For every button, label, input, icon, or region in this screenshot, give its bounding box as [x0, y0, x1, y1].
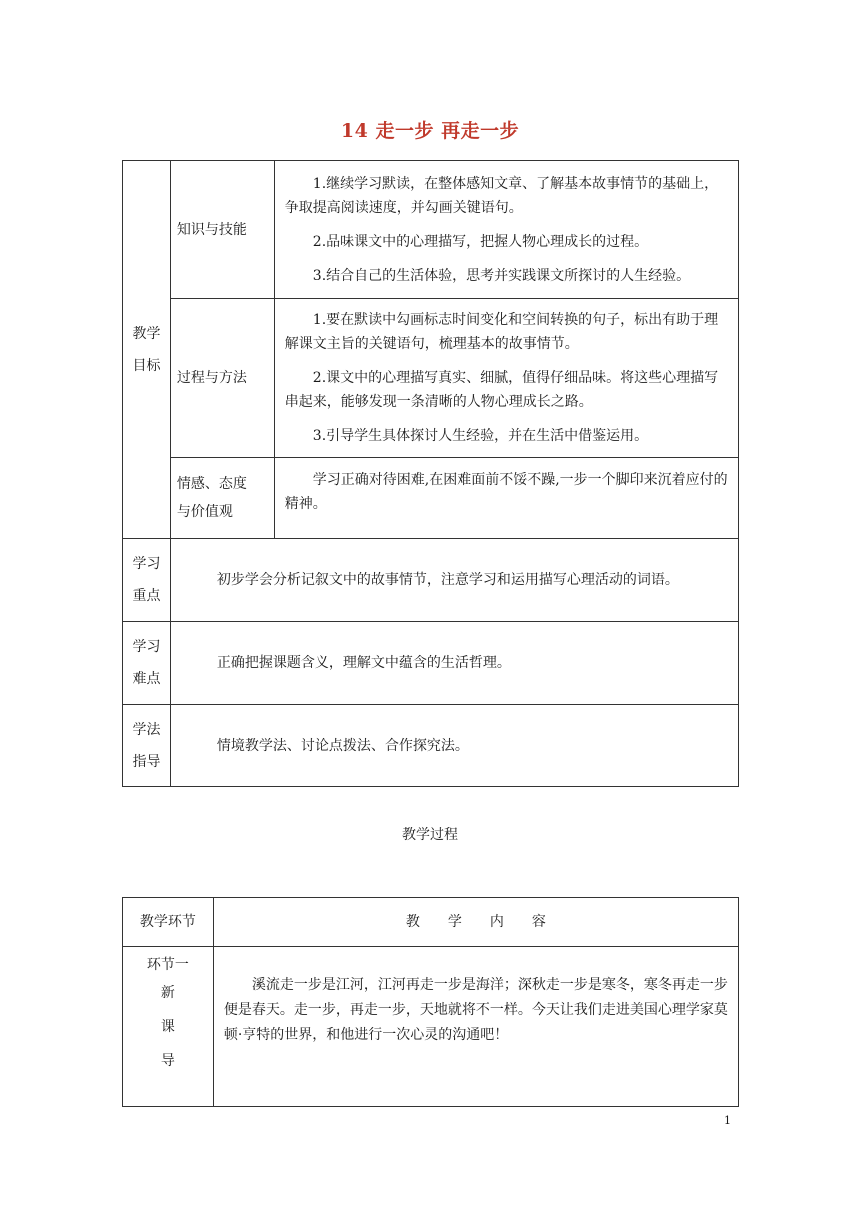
- page-number: 1: [724, 1114, 731, 1127]
- emotion-label: [170, 458, 274, 539]
- process-item-3: 3.引导学生具体探讨人生经验，并在生活中借鉴运用。: [312, 428, 649, 444]
- page-title: 14 走一步 再走一步: [340, 120, 520, 142]
- knowledge-item-1: 1.继续学习默读，在整体感知文章、了解基本故事情节的基础上，争取提高阅读速度，并勾画关键语句。: [284, 175, 719, 216]
- section-heading: 教学过程: [402, 827, 458, 843]
- knowledge-content: [274, 161, 738, 299]
- method-label-line1: 学法: [132, 721, 161, 738]
- difficulties-content: [170, 622, 738, 705]
- objectives-label-line1: 教学: [132, 325, 161, 342]
- stage1-line1: 环节一: [146, 957, 189, 973]
- emotion-content: [274, 458, 738, 539]
- process-table: [122, 897, 739, 1107]
- process-table-header: [123, 898, 739, 947]
- process-item-1: 1.要在默读中勾画标志时间变化和空间转换的句子，标出有助于理解课文主旨的关键语句，梳理基本的故事情节。: [284, 312, 719, 352]
- stage1-text: 溪流走一步是江河，江河再走一步是海洋；深秋走一步是寒冬，寒冬再走一步便是春天。走一步，再走一步，天地就将不一样。今天让我们走进美国心理学家莫顿·亨特的世界，和他进行一次心灵的沟通吧！: [223, 977, 728, 1043]
- objectives-label-line2: 目标: [132, 357, 161, 374]
- knowledge-item-3: 3.结合自己的生活体验，思考并实践课文所探讨的人生经验。: [312, 267, 691, 284]
- stage1-line3: 课: [160, 1019, 175, 1035]
- method-label: [123, 705, 171, 787]
- stage1-line4: 导: [160, 1053, 175, 1069]
- key-points-content: [170, 539, 738, 622]
- knowledge-label: 知识与技能: [170, 161, 274, 299]
- emotion-label-line2: 与价值观: [176, 504, 233, 520]
- process-content: [274, 299, 738, 458]
- process-label: 过程与方法: [170, 299, 274, 458]
- difficulties-label-line2: 难点: [132, 671, 161, 687]
- emotion-text: 学习正确对待困难,在困难面前不馁不躁,一步一个脚印来沉着应付的精神。: [284, 472, 728, 512]
- difficulties-label-line1: 学习: [132, 639, 161, 655]
- key-points-label-line2: 重点: [132, 588, 161, 604]
- method-content: [170, 705, 738, 787]
- header-stage: 教学环节: [123, 898, 214, 947]
- stage1-label: [123, 947, 214, 1107]
- knowledge-item-2: 2.品味课文中的心理描写，把握人物心理成长的过程。: [312, 233, 649, 250]
- stage1-line2: 新: [160, 985, 175, 1001]
- key-points-label-line1: 学习: [132, 556, 161, 572]
- key-points-label: [123, 539, 171, 622]
- emotion-label-line1: 情感、态度: [176, 476, 247, 492]
- key-points-text: 初步学会分析记叙文中的故事情节，注意学习和运用描写心理活动的词语。: [216, 572, 679, 588]
- method-label-line2: 指导: [132, 753, 161, 770]
- objectives-table: [122, 160, 739, 787]
- stage1-content: [213, 947, 738, 1107]
- objectives-label: [123, 161, 171, 539]
- difficulties-text: 正确把握课题含义，理解文中蕴含的生活哲理。: [216, 655, 511, 671]
- header-content: 教 学 内 容: [213, 898, 738, 947]
- stage-row: [123, 947, 739, 1107]
- method-text: 情境教学法、讨论点拨法、合作探究法。: [216, 737, 469, 754]
- difficulties-label: [123, 622, 171, 705]
- process-item-2: 2.课文中的心理描写真实、细腻，值得仔细品味。将这些心理描写串起来，能够发现一条清晰的人物心理成长之路。: [284, 370, 719, 410]
